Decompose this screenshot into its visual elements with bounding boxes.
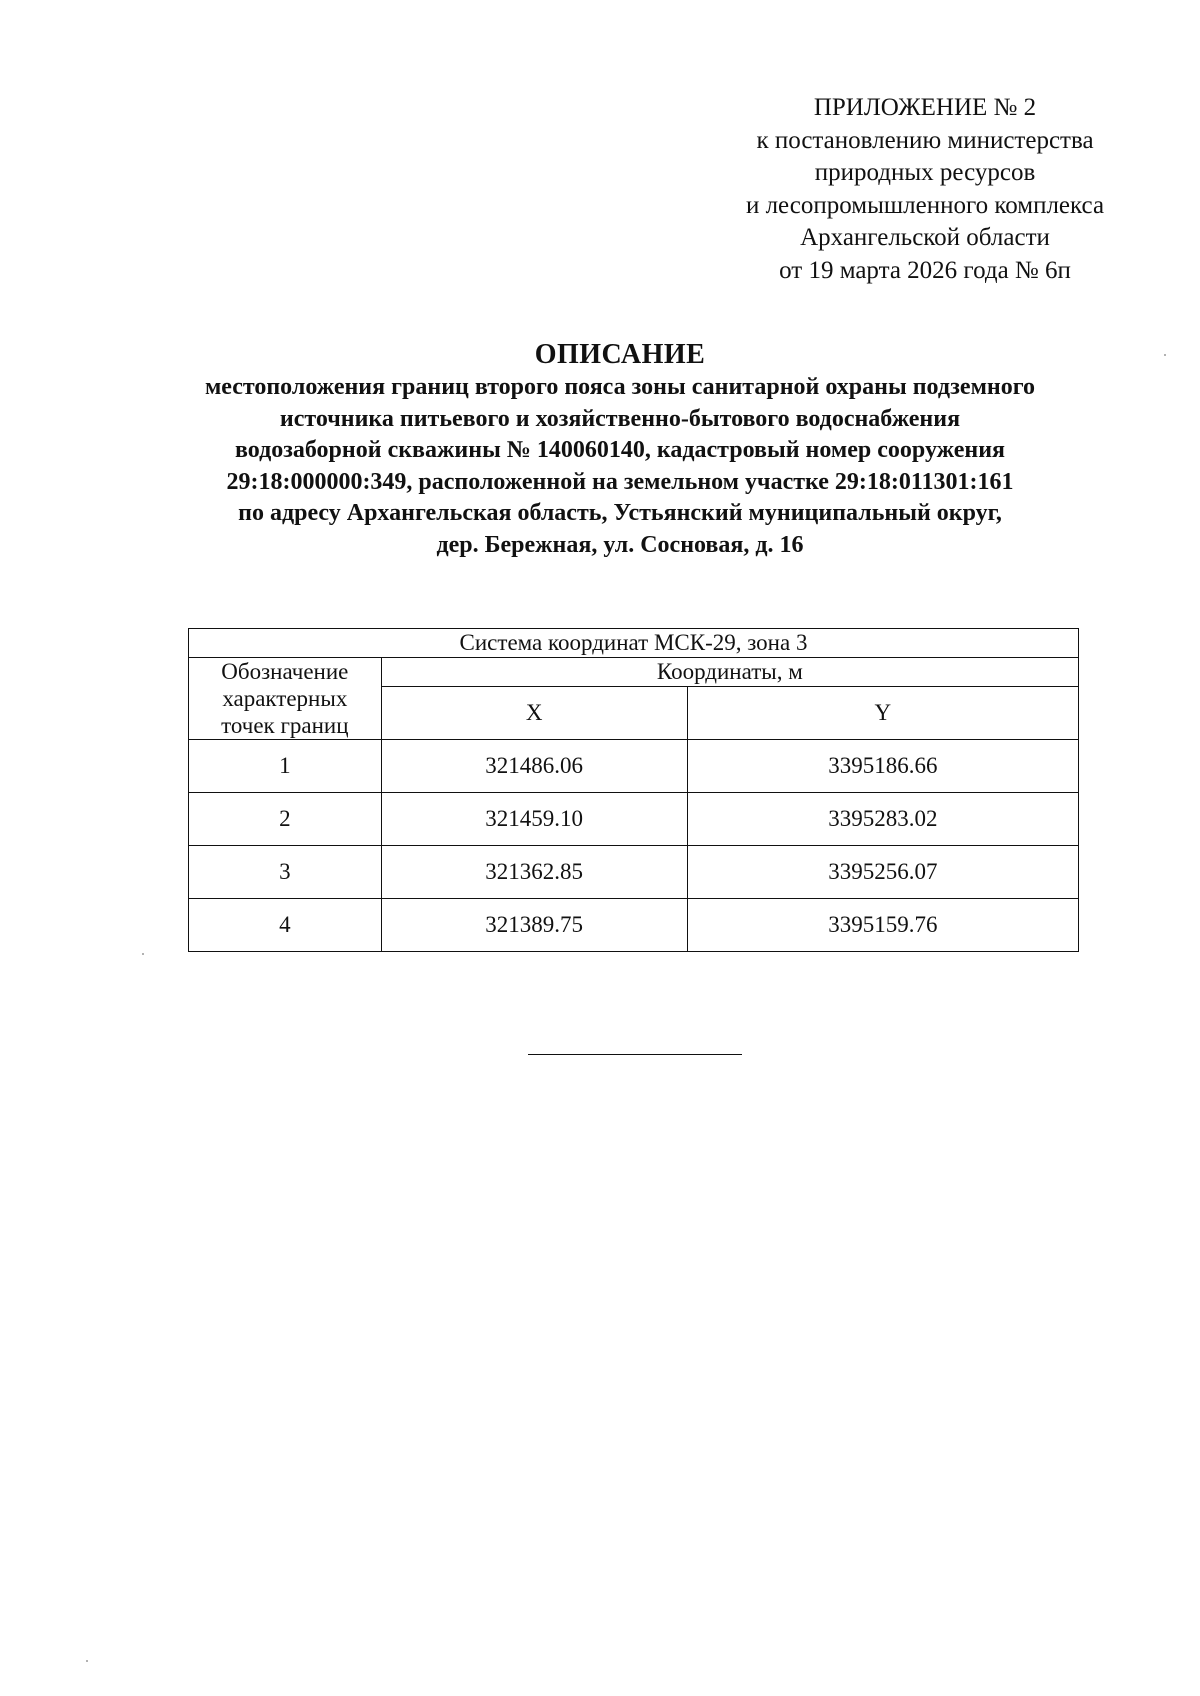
x-column-header: X bbox=[381, 687, 687, 740]
point-number-cell: 1 bbox=[189, 740, 382, 793]
table-header-row bbox=[189, 658, 1079, 687]
coordinate-system-header: Система координат МСК-29, зона 3 bbox=[189, 629, 1079, 658]
scan-speck bbox=[86, 1660, 88, 1662]
scan-speck bbox=[1164, 354, 1166, 356]
table-row bbox=[189, 846, 1079, 899]
annex-line: природных ресурсов bbox=[814, 159, 1036, 186]
end-of-document-line bbox=[528, 1054, 742, 1055]
subtitle-line: по адресу Архангельская область, Устьянский муниципальный округ, bbox=[238, 500, 1002, 526]
point-number-cell: 2 bbox=[189, 793, 382, 846]
subtitle-line: водозаборной скважины № 140060140, кадастровый номер сооружения bbox=[234, 437, 1005, 463]
document-subtitle bbox=[100, 372, 1140, 561]
point-number-cell: 3 bbox=[189, 846, 382, 899]
annex-line: Архангельской области bbox=[800, 224, 1050, 251]
table-row bbox=[189, 793, 1079, 846]
scan-speck bbox=[142, 953, 144, 955]
y-value-cell: 3395159.76 bbox=[687, 899, 1078, 952]
subtitle-line: дер. Бережная, ул. Сосновая, д. 16 bbox=[436, 531, 804, 558]
table-header-row bbox=[189, 629, 1079, 658]
table-row bbox=[189, 899, 1079, 952]
annex-line: и лесопромышленного комплекса bbox=[745, 191, 1105, 219]
annex-date: от 19 марта 2026 года № 6п bbox=[779, 256, 1071, 284]
x-value-cell: 321459.10 bbox=[381, 793, 687, 846]
y-value-cell: 3395283.02 bbox=[687, 793, 1078, 846]
title-block bbox=[100, 338, 1140, 561]
annex-number: ПРИЛОЖЕНИЕ № 2 bbox=[813, 94, 1037, 121]
header-text: точек границ bbox=[221, 713, 349, 738]
subtitle-line: местоположения границ второго пояса зоны санитарной охраны подземного bbox=[204, 374, 1036, 400]
coordinates-header: Координаты, м bbox=[381, 658, 1078, 687]
annex-header bbox=[700, 92, 1150, 287]
x-value-cell: 321362.85 bbox=[381, 846, 687, 899]
point-number-cell: 4 bbox=[189, 899, 382, 952]
x-value-cell: 321486.06 bbox=[381, 740, 687, 793]
table-row bbox=[189, 740, 1079, 793]
y-value-cell: 3395256.07 bbox=[687, 846, 1078, 899]
header-text: характерных bbox=[222, 686, 348, 711]
header-text: Обозначение bbox=[221, 659, 349, 684]
point-designation-header bbox=[189, 658, 382, 740]
y-column-header: Y bbox=[687, 687, 1078, 740]
subtitle-line: 29:18:000000:349, расположенной на земельном участке 29:18:011301:161 bbox=[226, 468, 1014, 495]
y-value-cell: 3395186.66 bbox=[687, 740, 1078, 793]
coordinates-table bbox=[188, 628, 1079, 952]
document-title: ОПИСАНИЕ bbox=[534, 339, 706, 370]
subtitle-line: источника питьевого и хозяйственно-бытового водоснабжения bbox=[279, 405, 961, 432]
annex-line: к постановлению министерства bbox=[756, 126, 1094, 154]
x-value-cell: 321389.75 bbox=[381, 899, 687, 952]
